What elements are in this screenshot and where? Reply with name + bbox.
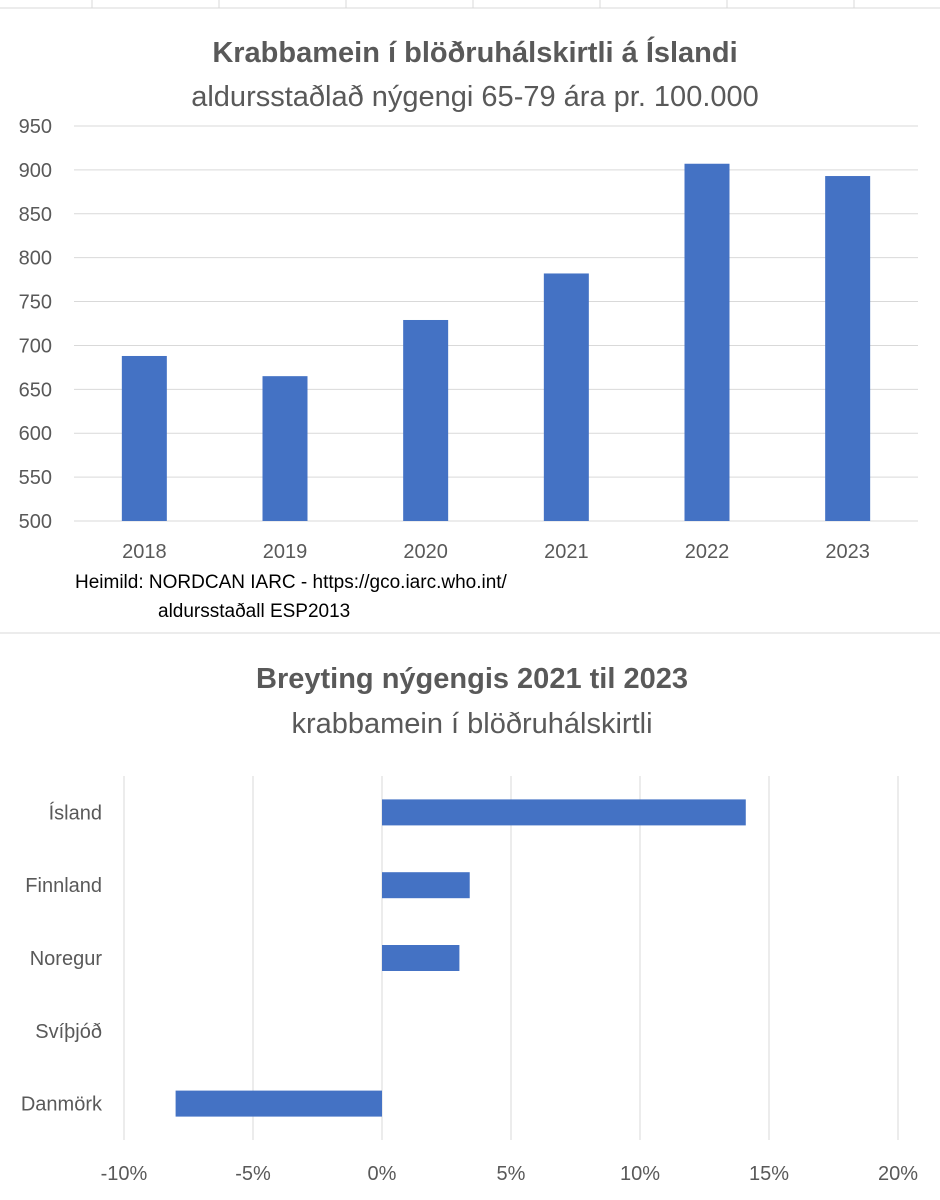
chart1-x-tick-label: 2021 <box>544 541 589 563</box>
chart2-category-label: Finnland <box>25 875 102 898</box>
chart1-bar-2019 <box>263 376 308 521</box>
chart2-bars <box>176 799 746 1116</box>
chart1-subtitle: aldursstaðlað nýgengi 65-79 ára pr. 100.000 <box>191 81 759 113</box>
chart1-y-tick-label: 500 <box>18 511 52 533</box>
chart1-bar-2018 <box>122 356 167 521</box>
chart2-x-tick-label: -10% <box>100 1163 148 1185</box>
chart1-bars <box>122 164 870 521</box>
chart1-x-tick-label: 2023 <box>825 541 870 563</box>
chart1-x-tick-label: 2018 <box>122 541 167 563</box>
chart2-bar-Finnland <box>382 872 470 898</box>
chart1-bar-2020 <box>403 320 448 521</box>
chart2-x-tick-label: 5% <box>496 1163 526 1185</box>
chart1-y-tick-label: 750 <box>18 291 52 314</box>
chart1-y-ticks <box>19 116 52 533</box>
chart1-bar-2022 <box>685 164 730 521</box>
chart1-x-tick-label: 2019 <box>262 541 308 563</box>
chart1-y-tick-label: 900 <box>18 159 52 182</box>
chart1-y-tick-label: 950 <box>18 116 52 138</box>
chart1-y-tick-label: 600 <box>18 423 52 446</box>
chart2-subtitle: krabbamein í blöðruhálskirtli <box>291 708 653 740</box>
chart1-x-tick-label: 2020 <box>403 541 448 563</box>
chart2-x-tick-label: 10% <box>619 1163 661 1185</box>
chart2-x-tick-label: 0% <box>367 1163 397 1185</box>
chart2-category-label: Danmörk <box>20 1093 102 1116</box>
chart1-bar-2021 <box>544 273 589 521</box>
chart1-x-tick-label: 2022 <box>684 541 730 563</box>
chart2-category-labels <box>21 801 103 1115</box>
chart2-x-tick-label: -5% <box>235 1163 271 1185</box>
chart2-category-label: Ísland <box>48 802 102 825</box>
chart1-y-tick-label: 800 <box>18 247 52 270</box>
chart2-x-tick-label: 15% <box>748 1163 790 1185</box>
chart2-bar-Noregur <box>382 945 459 971</box>
chart1-bar-2023 <box>825 176 870 521</box>
chart2-category-label: Noregur <box>29 948 102 970</box>
chart2-title: Breyting nýgengis 2021 til 2023 <box>256 663 688 695</box>
top-grid-row <box>0 0 940 8</box>
chart1-y-tick-label: 650 <box>18 379 52 402</box>
chart2-gridlines <box>124 776 898 1140</box>
chart1-x-ticks <box>122 541 870 563</box>
chart1-gridlines <box>74 126 918 521</box>
source-line-2: aldursstaðall ESP2013 <box>158 601 351 622</box>
chart1-y-tick-label: 700 <box>18 335 52 358</box>
incidence-bar-chart <box>19 35 918 622</box>
chart2-category-label: Svíþjóð <box>35 1020 102 1043</box>
chart1-y-tick-label: 850 <box>18 203 52 226</box>
chart2-bar-Ísland <box>382 799 746 825</box>
chart1-title: Krabbamein í blöðruhálskirtli á Íslandi <box>212 37 738 69</box>
chart1-y-tick-label: 550 <box>18 467 52 490</box>
chart2-x-tick-label: 20% <box>877 1163 919 1185</box>
source-line-1: Heimild: NORDCAN IARC - https://gco.iarc.who.int/ <box>75 572 507 593</box>
chart2-bar-Danmörk <box>176 1091 382 1117</box>
change-bar-chart <box>21 663 918 1185</box>
chart2-x-ticks <box>101 1163 919 1185</box>
